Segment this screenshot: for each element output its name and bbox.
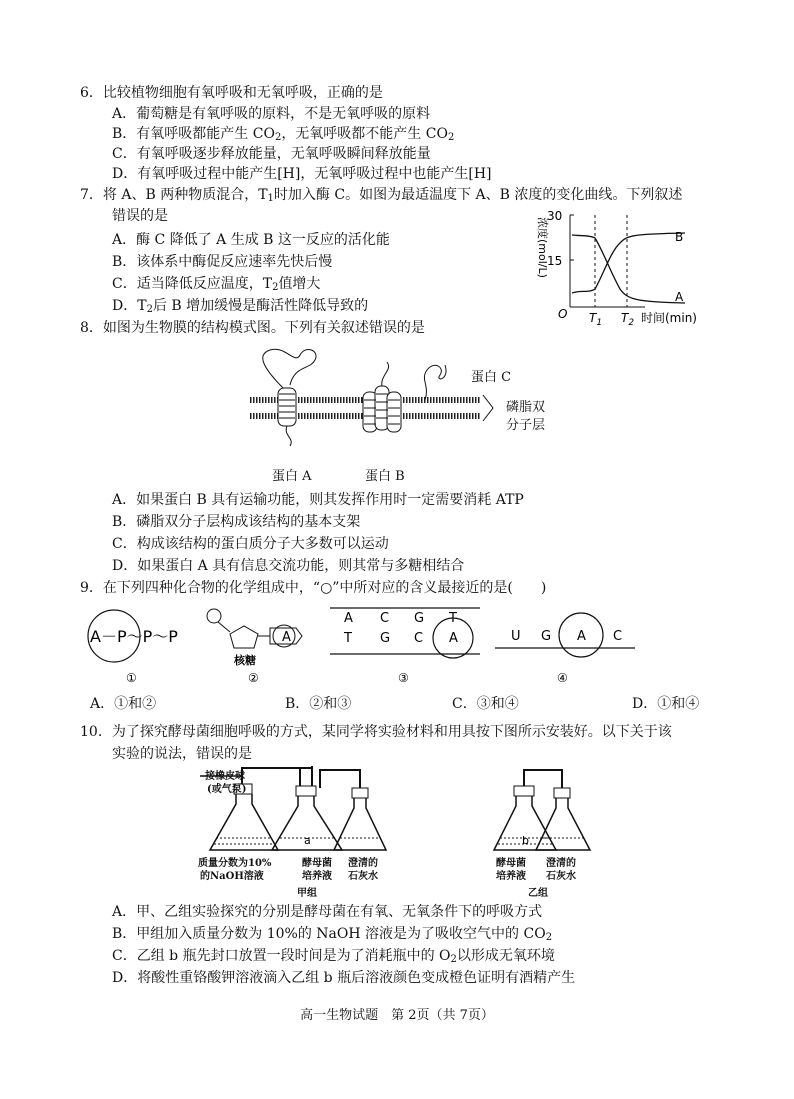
q9-figure-4	[495, 606, 635, 686]
q9-option-d: D．①和④	[632, 696, 700, 712]
lime-label-1: 澄清的	[348, 858, 378, 869]
curve-a-label: A	[675, 290, 684, 304]
flask-limewater-1	[334, 788, 386, 850]
pump-label-2: (或气泵)	[207, 784, 247, 795]
page-footer: 高一生物试题 第 2页（共 7页）	[300, 1008, 494, 1023]
pump-label-1: 接橡皮球	[205, 771, 245, 782]
t1-label: $T_1$	[589, 311, 603, 328]
q7-stem-cont: 错误的是	[112, 208, 168, 224]
protein-b-label: 蛋白 B	[365, 469, 405, 484]
yeast-label-1: 酵母菌	[302, 858, 332, 869]
lime-b-label-2: 石灰水	[546, 871, 576, 882]
q7-concentration-graph	[525, 205, 715, 330]
protein-a-label: 蛋白 A	[272, 469, 312, 484]
q8-option-a: A．如果蛋白 B 具有运输功能，则其发挥作用时一定需要消耗 ATP	[112, 492, 524, 508]
group-yi-label: 乙组	[528, 888, 548, 899]
origin-label: O	[558, 307, 568, 321]
membrane-diagram	[245, 340, 495, 460]
svg-text:b: b	[522, 834, 529, 847]
q8-option-c: C．构成该结构的蛋白质分子大多数可以运动	[112, 536, 389, 552]
svg-text:A: A	[449, 631, 458, 646]
svg-text:U: U	[511, 629, 521, 644]
x-axis-label: 时间(min)	[641, 311, 697, 325]
q10-option-a: A．甲、乙组实验探究的分别是酵母菌在有氧、无氧条件下的呼吸方式	[112, 904, 543, 920]
q7-option-b: B．该体系中酶促反应速率先快后慢	[112, 254, 333, 270]
q6-option-c: C．有氧呼吸逐步释放能量，无氧呼吸瞬间释放能量	[112, 146, 431, 162]
svg-text:②: ②	[248, 671, 259, 685]
lime-b-label-1: 澄清的	[546, 858, 576, 869]
q10-option-d: D．将酸性重铬酸钾溶液滴入乙组 b 瓶后溶液颜色变成橙色证明有酒精产生	[112, 970, 576, 986]
group-jia-label: 甲组	[297, 888, 317, 899]
q9-option-c: C．③和④	[452, 696, 519, 712]
q10-stem: 10．为了探究酵母菌细胞呼吸的方式，某同学将实验材料和用具按下图所示安装好。以下关于该	[80, 724, 672, 740]
q7-stem: 7．将 A、B 两种物质混合，$T_1$时加入酶 C。如图为最适温度下 A、B 浓度的变化曲线。下列叙述	[80, 187, 683, 204]
protein-c-label: 蛋白 C	[471, 370, 512, 385]
protein-b-helices	[363, 362, 401, 432]
q6-option-b: B．有氧呼吸都能产生 $CO_2$，无氧呼吸都不能产生 $CO_2$	[112, 126, 455, 143]
flask-yeast-b	[494, 786, 556, 850]
bilayer-brace	[483, 395, 493, 421]
naoh-label-1: 质量分数为10%	[198, 858, 272, 869]
naoh-label-2: 的NaOH溶液	[200, 871, 264, 882]
q9-option-a: A．①和②	[90, 696, 157, 712]
svg-text:G: G	[414, 611, 425, 626]
q10-option-c: C．乙组 b 瓶先封口放置一段时间是为了消耗瓶中的 $O_2$以形成无氧环境	[112, 948, 555, 965]
q9-figure-1	[80, 606, 200, 686]
curve-b-label: B	[675, 230, 684, 244]
svg-text:A: A	[577, 629, 586, 644]
flask-yeast-a	[272, 786, 342, 850]
svg-text:③: ③	[398, 671, 409, 685]
q9-figure-3	[330, 606, 480, 686]
q6-option-a: A．葡萄糖是有氧呼吸的原料，不是无氧呼吸的原料	[112, 106, 431, 122]
q10-option-b: B．甲组加入质量分数为 10%的 NaOH 溶液是为了吸收空气中的 $CO_2$	[112, 926, 553, 943]
svg-text:①: ①	[126, 671, 137, 685]
yeast-label-2: 培养液	[302, 871, 332, 882]
bilayer-label-1: 磷脂双	[506, 400, 546, 415]
svg-text:④: ④	[557, 671, 568, 685]
q9-stem: 9．在下列四种化合物的化学组成中，“○”中所对应的含义最接近的是( )	[80, 580, 547, 596]
q8-stem: 8．如图为生物膜的结构模式图。下列有关叙述错误的是	[80, 320, 425, 336]
q6-stem: 6．比较植物细胞有氧呼吸和无氧呼吸，正确的是	[80, 85, 383, 101]
svg-text:A: A	[282, 630, 291, 645]
q9-option-b: B．②和③	[285, 696, 352, 712]
y-tick-30: 30	[547, 209, 563, 223]
q9-figure-2	[200, 606, 320, 686]
bilayer-label-2: 分子层	[506, 418, 546, 433]
q10-stem-cont: 实验的说法，错误的是	[112, 746, 252, 762]
svg-text:C: C	[613, 629, 623, 644]
y-axis-label: 浓度(mol/L)	[536, 217, 549, 278]
svg-text:核糖: 核糖	[234, 654, 256, 667]
protein-c-chain	[424, 365, 446, 400]
svg-text:A－P～P～P: A－P～P～P	[90, 627, 178, 646]
svg-text:T: T	[344, 631, 352, 646]
svg-text:C: C	[380, 611, 390, 626]
y-tick-15: 15	[547, 254, 563, 268]
q7-option-c: C．适当降低反应温度，$T_2$值增大	[112, 276, 321, 293]
q7-option-d: D．$T_2$后 B 增加缓慢是酶活性降低导致的	[112, 298, 369, 315]
q6-option-d: D．有氧呼吸过程中能产生[H]，无氧呼吸过程中也能产生[H]	[112, 166, 492, 182]
t2-label: $T_2$	[621, 311, 635, 328]
yeast-b-label-1: 酵母菌	[496, 858, 526, 869]
q7-option-a: A．酶 C 降低了 A 生成 B 这一反应的活化能	[112, 232, 390, 248]
protein-a-chain	[263, 349, 316, 390]
curve-a	[572, 235, 685, 303]
svg-text:A: A	[344, 611, 353, 626]
lime-label-2: 石灰水	[348, 871, 378, 882]
svg-text:G: G	[541, 629, 552, 644]
svg-text:C: C	[414, 631, 424, 646]
q8-option-d: D．如果蛋白 A 具有信息交流功能，则其常与多糖相结合	[112, 558, 465, 574]
curve-b	[572, 233, 685, 293]
svg-text:a: a	[304, 834, 311, 847]
flask-limewater-2	[536, 788, 590, 850]
yeast-b-label-2: 培养液	[496, 871, 526, 882]
svg-text:G: G	[380, 631, 391, 646]
q8-option-b: B．磷脂双分子层构成该结构的基本支架	[112, 514, 361, 530]
svg-text:T: T	[449, 611, 457, 626]
